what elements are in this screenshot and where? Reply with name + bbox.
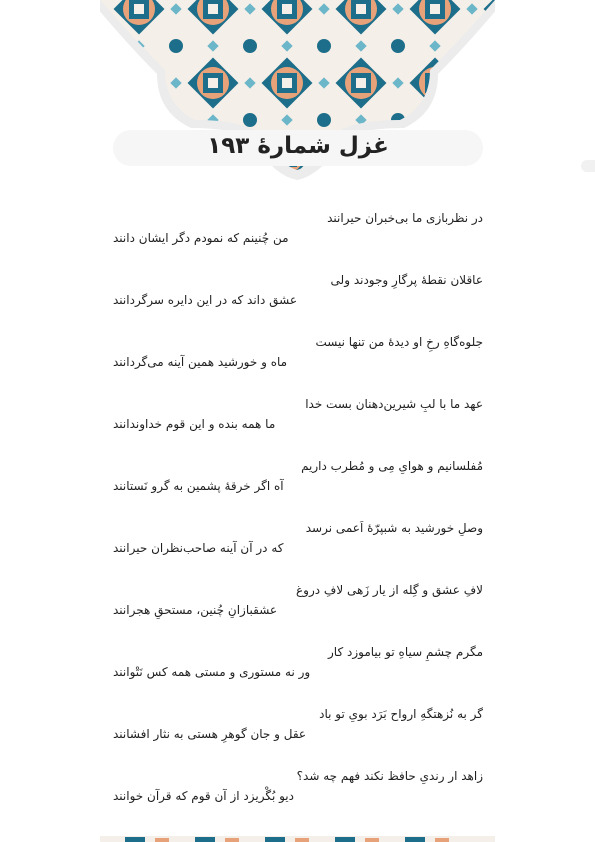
couplet bbox=[113, 394, 483, 456]
couplet bbox=[113, 518, 483, 580]
side-decoration bbox=[581, 160, 595, 172]
hemistich-first: در نظربازی ما بی‌خبران حیرانند bbox=[327, 211, 483, 225]
hemistich-first: زاهد ار رندیِ حافظ نکند فهم چه شد؟ bbox=[296, 769, 483, 783]
hemistich-first: مُفلسانیم و هوایِ مِی و مُطرب داریم bbox=[301, 459, 483, 473]
couplet bbox=[113, 208, 483, 270]
couplet bbox=[113, 642, 483, 704]
hemistich-first: عاقلان نقطهٔ پرگارِ وجودند ولی bbox=[330, 273, 483, 287]
hemistich-second: ور نه مستوری و مستی همه کس نَتْوانند bbox=[113, 665, 311, 679]
couplet bbox=[113, 270, 483, 332]
hemistich-first: وصلِ خورشید به شبپرّهٔ اَعمی نرسد bbox=[305, 521, 483, 535]
poem-body bbox=[113, 208, 483, 828]
couplet bbox=[113, 766, 483, 828]
title-banner bbox=[113, 130, 483, 166]
ornament-footer bbox=[100, 836, 495, 842]
hemistich-second: دیو بُگْریزد از آن قوم که قرآن خوانند bbox=[113, 789, 294, 803]
couplet bbox=[113, 580, 483, 642]
couplet bbox=[113, 704, 483, 766]
hemistich-second: عقل و جان گوهرِ هستی به نثار افشانند bbox=[113, 727, 307, 741]
hemistich-first: گر به نُزهتگهِ ارواح بَرَد بویِ تو باد bbox=[319, 707, 483, 721]
hemistich-first: مگرم چشمِ سیاهِ تو بیاموزد کار bbox=[328, 645, 483, 659]
hemistich-second: ماه و خورشید همین آینه می‌گردانند bbox=[113, 355, 288, 369]
poem-title: غزل شمارهٔ ۱۹۳ bbox=[207, 133, 389, 159]
hemistich-first: لافِ عشق و گِله از یار زَهی لافِ دروغ bbox=[295, 583, 483, 597]
hemistich-second: آه اگر خرقهٔ پشمین به گرو نَستانند bbox=[113, 479, 284, 493]
couplet bbox=[113, 332, 483, 394]
hemistich-second: که در آن آینه صاحب‌نظران حیرانند bbox=[113, 541, 284, 555]
hemistich-second: ما همه بنده و این قوم خداوندانند bbox=[113, 417, 276, 431]
hemistich-second: عشق داند که در این دایره سرگردانند bbox=[113, 293, 298, 307]
couplet bbox=[113, 456, 483, 518]
hemistich-second: عشقبازانِ چُنین، مستحقِ هجرانند bbox=[113, 603, 278, 617]
hemistich-first: جلوه‌گاهِ رخِ او دیدهٔ من تنها نیست bbox=[315, 335, 483, 349]
hemistich-first: عهد ما با لبِ شیرین‌دهنان بست خدا bbox=[305, 397, 483, 411]
hemistich-second: من چُنینم که نمودم دگر ایشان دانند bbox=[113, 231, 289, 245]
